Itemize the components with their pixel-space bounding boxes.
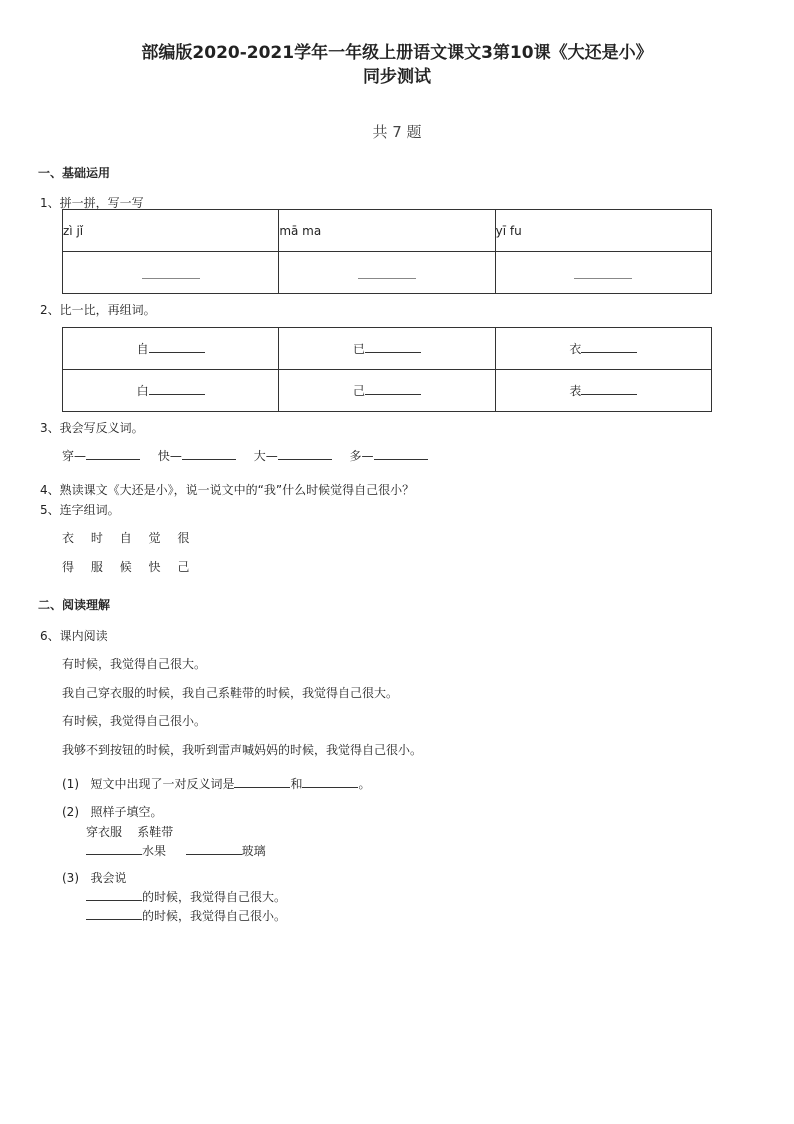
section-heading-reading: 二、阅读理解 xyxy=(38,598,111,612)
char[interactable]: 己 xyxy=(177,560,190,574)
sub-text: 。 xyxy=(358,777,371,791)
char[interactable]: 快 xyxy=(148,560,161,574)
compare-cell[interactable] xyxy=(279,328,495,370)
fill-row xyxy=(86,842,266,859)
sub-text: 和 xyxy=(290,777,303,791)
char[interactable]: 服 xyxy=(90,560,103,574)
fill-line-1 xyxy=(86,888,286,905)
fill-text: 的时候，我觉得自己很大。 xyxy=(142,890,287,904)
antonym-word: 快— xyxy=(157,449,182,463)
pinyin-text: mā ma xyxy=(279,224,322,238)
answer-blank[interactable] xyxy=(186,854,242,855)
answer-blank[interactable] xyxy=(581,394,637,395)
page-subtitle: 同步测试 xyxy=(363,67,431,87)
compare-table xyxy=(62,327,712,412)
section-heading-basic: 一、基础运用 xyxy=(38,166,111,180)
answer-blank[interactable] xyxy=(182,459,236,460)
antonym-item[interactable] xyxy=(62,449,140,463)
fill-word: 水果 xyxy=(142,844,167,858)
sub-number: (2) xyxy=(62,805,79,819)
sub-text: 我会说 xyxy=(90,871,127,885)
pinyin-cell xyxy=(63,210,279,252)
char[interactable]: 很 xyxy=(177,531,190,545)
sub-number: (1) xyxy=(62,777,79,791)
compare-char: 表 xyxy=(569,384,582,398)
answer-blank[interactable] xyxy=(302,787,358,788)
answer-blank[interactable] xyxy=(365,394,421,395)
char[interactable]: 衣 xyxy=(62,531,75,545)
compare-char: 已 xyxy=(352,342,365,356)
question-5-stem: 5、连字组词。 xyxy=(40,503,120,517)
answer-cell[interactable] xyxy=(279,252,495,294)
compare-char: 衣 xyxy=(569,342,582,356)
fill-line-2 xyxy=(86,907,286,924)
question-count: 共 7 题 xyxy=(372,123,422,141)
sub-question-3 xyxy=(62,869,126,886)
answer-blank[interactable] xyxy=(581,352,637,353)
char-row-1 xyxy=(62,529,202,546)
answer-blank[interactable] xyxy=(86,459,140,460)
compare-char: 自 xyxy=(136,342,149,356)
compare-cell[interactable] xyxy=(63,370,279,412)
passage-line: 我自己穿衣服的时候，我自己系鞋带的时候，我觉得自己很大。 xyxy=(62,686,399,700)
sub-question-2 xyxy=(62,803,162,820)
pinyin-cell xyxy=(279,210,495,252)
answer-cell[interactable] xyxy=(495,252,711,294)
pinyin-text: yī fu xyxy=(495,224,522,238)
answer-blank[interactable] xyxy=(142,278,200,279)
answer-blank[interactable] xyxy=(149,352,205,353)
pinyin-text: zì jǐ xyxy=(63,224,84,238)
compare-cell[interactable] xyxy=(63,328,279,370)
antonym-item[interactable] xyxy=(158,449,236,463)
answer-blank[interactable] xyxy=(86,919,142,920)
sub-number: (3) xyxy=(62,871,79,885)
compare-cell[interactable] xyxy=(495,370,711,412)
answer-blank[interactable] xyxy=(86,854,142,855)
fill-text: 的时候，我觉得自己很小。 xyxy=(142,909,287,923)
question-4-stem: 4、熟读课文《大还是小》，说一说文中的“我”什么时候觉得自己很小？ xyxy=(40,483,415,497)
compare-cell[interactable] xyxy=(279,370,495,412)
sub-question-1 xyxy=(62,775,371,792)
antonym-word: 多— xyxy=(349,449,374,463)
char[interactable]: 得 xyxy=(62,560,75,574)
answer-blank[interactable] xyxy=(365,352,421,353)
question-1-stem: 1、拼一拼，写一写 xyxy=(40,196,144,210)
pinyin-cell xyxy=(495,210,711,252)
char-row-2 xyxy=(62,558,202,575)
answer-blank[interactable] xyxy=(149,394,205,395)
answer-cell[interactable] xyxy=(63,252,279,294)
compare-char: 己 xyxy=(352,384,365,398)
antonym-item[interactable] xyxy=(254,449,332,463)
passage-line: 我够不到按钮的时候，我听到雷声喊妈妈的时候，我觉得自己很小。 xyxy=(62,743,423,757)
sub-text: 短文中出现了一对反义词是 xyxy=(90,777,235,791)
antonym-word: 穿— xyxy=(62,449,87,463)
example-words: 穿衣服 系鞋带 xyxy=(86,825,174,839)
char[interactable]: 觉 xyxy=(148,531,161,545)
compare-char: 白 xyxy=(136,384,149,398)
answer-blank[interactable] xyxy=(278,459,332,460)
compare-cell[interactable] xyxy=(495,328,711,370)
answer-blank[interactable] xyxy=(234,787,290,788)
question-3-stem: 3、我会写反义词。 xyxy=(40,421,144,435)
fill-word: 玻璃 xyxy=(241,844,266,858)
answer-blank[interactable] xyxy=(358,278,416,279)
question-2-stem: 2、比一比，再组词。 xyxy=(40,303,156,317)
char[interactable]: 时 xyxy=(90,531,103,545)
antonym-row xyxy=(62,447,442,464)
char[interactable]: 候 xyxy=(119,560,132,574)
answer-blank[interactable] xyxy=(374,459,428,460)
answer-blank[interactable] xyxy=(574,278,632,279)
sub-text: 照样子填空。 xyxy=(90,805,163,819)
page-title: 部编版2020-2021学年一年级上册语文课文3第10课《大还是小》 xyxy=(141,43,653,63)
answer-blank[interactable] xyxy=(86,900,142,901)
char[interactable]: 自 xyxy=(119,531,132,545)
passage-line: 有时候，我觉得自己很大。 xyxy=(62,657,207,671)
pinyin-table xyxy=(62,209,712,294)
antonym-word: 大— xyxy=(253,449,278,463)
antonym-item[interactable] xyxy=(350,449,428,463)
passage-line: 有时候，我觉得自己很小。 xyxy=(62,714,207,728)
question-6-stem: 6、课内阅读 xyxy=(40,629,108,643)
